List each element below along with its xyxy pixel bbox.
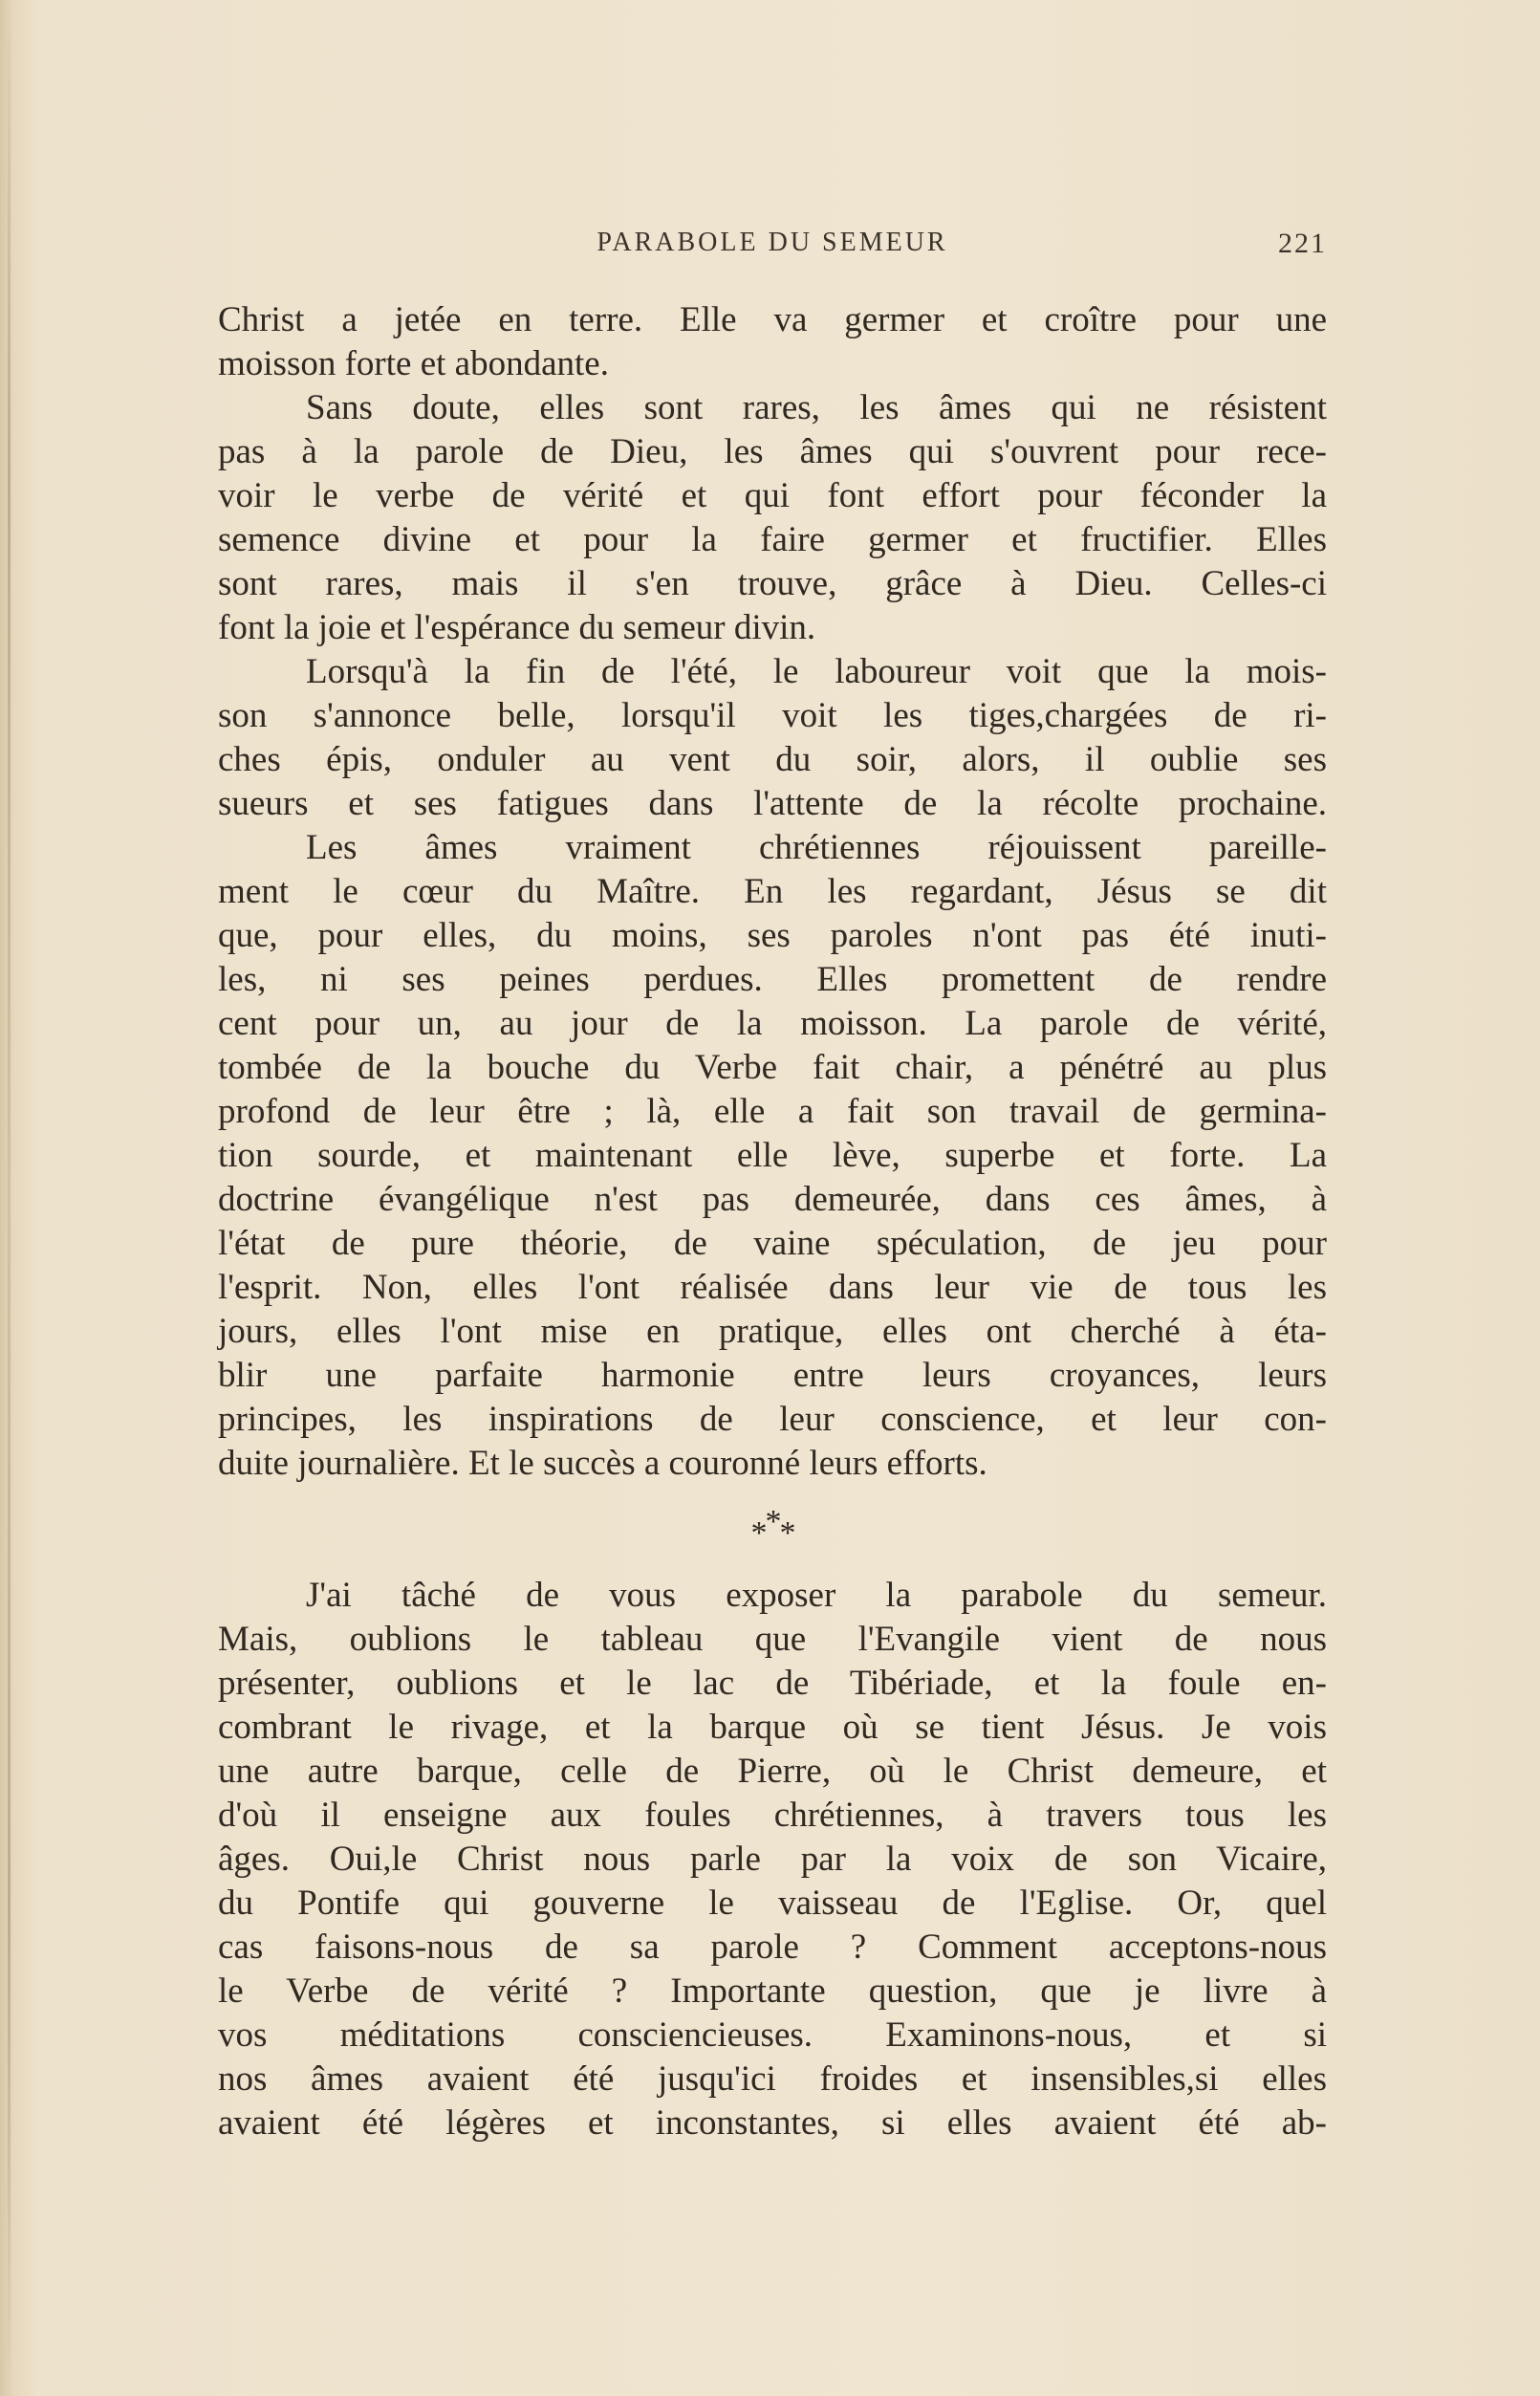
body-text xyxy=(218,298,1327,2146)
text-line: blir une parfaite harmonie entre leurs croyances, leurs xyxy=(218,1356,1327,1395)
asterisk-icon: * xyxy=(779,1515,794,1551)
text-line: sont rares, mais il s'en trouve, grâce à Dieu. Celles-ci xyxy=(218,564,1327,603)
text-line: pas à la parole de Dieu, les âmes qui s'ouvrent pour rece- xyxy=(218,432,1327,471)
text-line: vos méditations consciencieuses. Examinons-nous, et si xyxy=(218,2015,1327,2055)
text-line: du Pontife qui gouverne le vaisseau de l'Eglise. Or, quel xyxy=(218,1884,1327,1923)
text-line: présenter, oublions et le lac de Tibériade, et la foule en- xyxy=(218,1664,1327,1703)
text-line: sueurs et ses fatigues dans l'attente de la récolte prochaine. xyxy=(218,784,1327,823)
text-line: semence divine et pour la faire germer et fructifier. Elles xyxy=(218,520,1327,559)
text-line: âges. Oui,le Christ nous parle par la voix de son Vicaire, xyxy=(218,1840,1327,1879)
text-line: l'état de pure théorie, de vaine spéculation, de jeu pour xyxy=(218,1224,1327,1263)
running-head xyxy=(218,228,1327,266)
page-number: 221 xyxy=(1278,228,1327,259)
text-line: Mais, oublions le tableau que l'Evangile vient de nous xyxy=(218,1620,1327,1659)
text-line: d'où il enseigne aux foules chrétiennes, à travers tous les xyxy=(218,1796,1327,1835)
asterisk-icon: * xyxy=(750,1515,766,1551)
text-line: Les âmes vraiment chrétiennes réjouissent pareille- xyxy=(306,828,1327,867)
text-line: avaient été légères et inconstantes, si elles avaient été ab- xyxy=(218,2103,1327,2143)
text-line: jours, elles l'ont mise en pratique, elles ont cherché à éta- xyxy=(218,1312,1327,1351)
text-line: combrant le rivage, et la barque où se tient Jésus. Je vois xyxy=(218,1708,1327,1747)
text-line: l'esprit. Non, elles l'ont réalisée dans leur vie de tous les xyxy=(218,1268,1327,1307)
text-line: tion sourde, et maintenant elle lève, superbe et forte. La xyxy=(218,1136,1327,1175)
text-line: ches épis, onduler au vent du soir, alors, il oublie ses xyxy=(218,740,1327,779)
text-line: moisson forte et abondante. xyxy=(218,344,609,383)
text-line: J'ai tâché de vous exposer la parabole du semeur. xyxy=(306,1576,1327,1615)
text-line: une autre barque, celle de Pierre, où le Christ demeure, et xyxy=(218,1752,1327,1791)
text-line: le Verbe de vérité ? Importante question, que je livre à xyxy=(218,1971,1327,2011)
section-separator xyxy=(218,1486,1327,1574)
text-line: ment le cœur du Maître. En les regardant, Jésus se dit xyxy=(218,872,1327,911)
text-line: son s'annonce belle, lorsqu'il voit les tiges,chargées de ri- xyxy=(218,696,1327,735)
text-line: principes, les inspirations de leur conscience, et leur con- xyxy=(218,1400,1327,1439)
text-line: Sans doute, elles sont rares, les âmes qui ne résistent xyxy=(306,388,1327,427)
text-line: doctrine évangélique n'est pas demeurée, dans ces âmes, à xyxy=(218,1180,1327,1219)
asterisk-icon: * xyxy=(765,1504,780,1539)
text-line: les, ni ses peines perdues. Elles promettent de rendre xyxy=(218,960,1327,999)
text-line: que, pour elles, du moins, ses paroles n'ont pas été inuti- xyxy=(218,916,1327,955)
binding-gutter xyxy=(8,0,11,2396)
text-line: nos âmes avaient été jusqu'ici froides et insensibles,si elles xyxy=(218,2059,1327,2099)
text-line: font la joie et l'espérance du semeur divin. xyxy=(218,608,816,647)
text-line: cas faisons-nous de sa parole ? Comment acceptons-nous xyxy=(218,1928,1327,1967)
text-line: cent pour un, au jour de la moisson. La parole de vérité, xyxy=(218,1004,1327,1043)
running-title: PARABOLE DU SEMEUR xyxy=(596,228,948,257)
text-line: voir le verbe de vérité et qui font effort pour féconder la xyxy=(218,476,1327,515)
text-line: duite journalière. Et le succès a couronné leurs efforts. xyxy=(218,1444,987,1483)
text-line: profond de leur être ; là, elle a fait son travail de germina- xyxy=(218,1092,1327,1131)
text-line: Lorsqu'à la fin de l'été, le laboureur voit que la mois- xyxy=(306,652,1327,691)
text-line: tombée de la bouche du Verbe fait chair, a pénétré au plus xyxy=(218,1048,1327,1087)
text-line: Christ a jetée en terre. Elle va germer et croître pour une xyxy=(218,300,1327,339)
